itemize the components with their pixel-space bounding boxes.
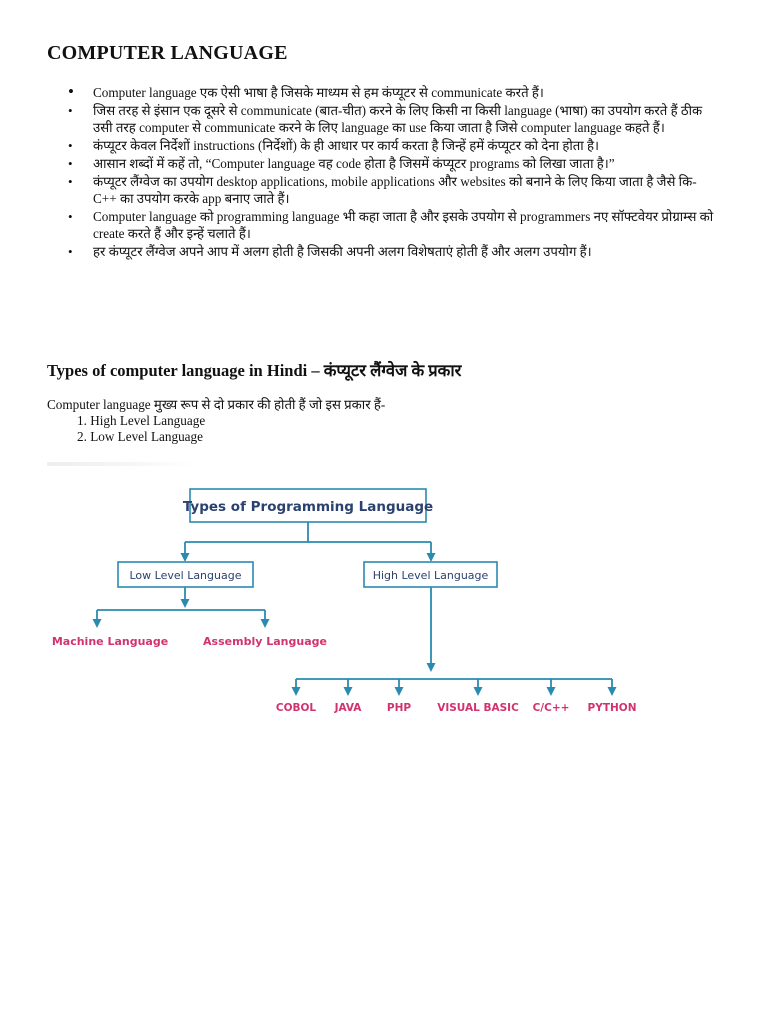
intro-paragraph: Computer language मुख्य रूप से दो प्रकार की होती हैं जो इस प्रकार हैं-: [47, 397, 386, 412]
leaf-php: PHP: [386, 702, 412, 714]
leaf-visual-basic: VISUAL BASIC: [437, 702, 519, 714]
bullet-item: • आसान शब्दों में कहें तो, “Computer language वह code होता है जिसमें कंप्यूटर programs को लिखा जाता है।”: [62, 155, 717, 172]
bullet-item: • कंप्यूटर लैंग्वेज का उपयोग desktop applications, mobile applications और websites को बनाने के लिए किया जाता है जैसे कि- C++ का उपयोग करके app बनाए जाते हैं।: [62, 173, 717, 207]
level-item: 1. High Level Language: [77, 413, 206, 428]
high-level-connectors: [292, 587, 617, 696]
root-connectors: [181, 522, 436, 562]
bullet-item: • कंप्यूटर केवल निर्देशों instructions (निर्देशों) के ही आधार पर कार्य करता है जिन्हें हमें कंप्यूटर को देना होता है।: [62, 137, 717, 154]
leaf-machine-language: Machine Language: [51, 635, 169, 648]
leaf-cobol: COBOL: [275, 702, 317, 714]
bullet-item: • Computer language एक ऐसी भाषा है जिसके माध्यम से हम कंप्यूटर से communicate करते हैं।: [62, 84, 717, 101]
level-item: 2. Low Level Language: [77, 429, 203, 444]
high-level-label: High Level Language: [372, 569, 489, 582]
low-level-label: Low Level Language: [129, 569, 242, 582]
bullet-item: • हर कंप्यूटर लैंग्वेज अपने आप में अलग होती है जिसकी अपनी अलग विशेषताएं होती हैं और अलग उपयोग हैं।: [62, 243, 717, 260]
leaf-python: PYTHON: [587, 702, 637, 714]
bullet-item: • Computer language को programming language भी कहा जाता है और इसके उपयोग से programmers नए सॉफ्टवेयर प्रोग्राम्स को create करते हैं और इन्हें चलाते हैं।: [62, 208, 717, 242]
bullet-item: • जिस तरह से इंसान एक दूसरे से communicate (बात-चीत) करने के लिए किसी ना किसी language (भाषा) का उपयोग करते हैं ठीक उसी तरह computer से communicate करने के लिए language का use किया जाता है जिसे computer language कहते हैं।: [62, 102, 717, 136]
page-title: COMPUTER LANGUAGE: [47, 42, 288, 64]
leaf-c-cpp: C/C++: [532, 702, 570, 714]
leaf-java: JAVA: [334, 702, 362, 714]
leaf-assembly-language: Assembly Language: [203, 635, 327, 648]
section-heading: Types of computer language in Hindi – कंप्यूटर लैंग्वेज के प्रकार: [47, 361, 462, 380]
low-level-connectors: [93, 587, 270, 628]
root-label: Types of Programming Language: [182, 499, 434, 515]
